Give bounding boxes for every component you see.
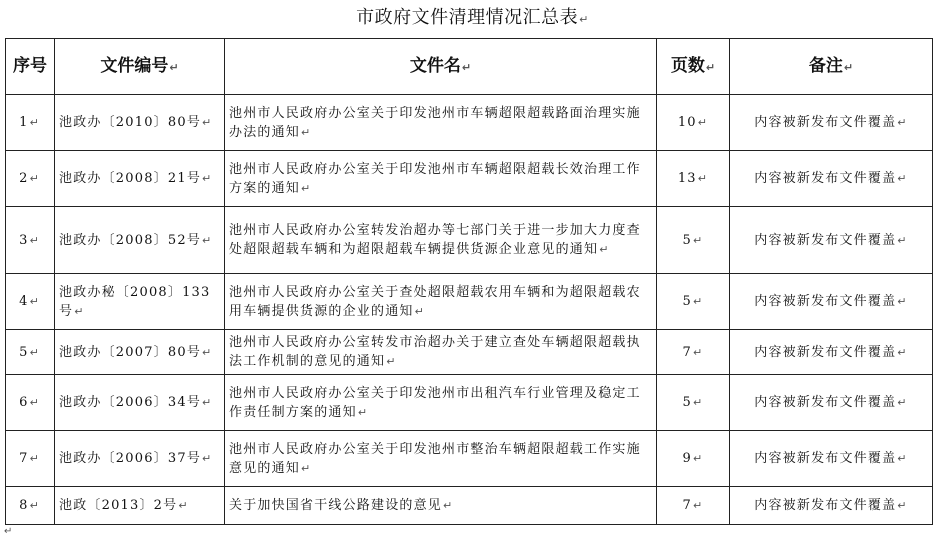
paragraph-mark: ↵	[579, 13, 589, 26]
cell-pages	[657, 487, 730, 525]
cell-pages	[657, 431, 730, 487]
doc-name-text: 池州市人民政府办公室关于印发池州市整治车辆超限超载工作实施意见的通知	[229, 441, 641, 476]
paragraph-mark: ↵	[414, 304, 426, 318]
paragraph-mark: ↵	[178, 499, 189, 512]
paragraph-mark: ↵	[202, 396, 213, 409]
doc-number-text: 池政办〔2008〕52号	[59, 232, 202, 248]
pages-text: 9	[682, 451, 693, 466]
cell-pages	[657, 207, 730, 274]
header-row	[6, 39, 933, 95]
paragraph-mark: ↵	[29, 295, 40, 308]
paragraph-mark: ↵	[897, 452, 908, 465]
cell-pages	[657, 330, 730, 375]
cell-seq	[6, 431, 55, 487]
page-title	[0, 6, 945, 32]
cell-doc-name	[225, 207, 657, 274]
paragraph-mark: ↵	[202, 172, 213, 185]
cell-doc-name	[225, 487, 657, 525]
remarks-text: 内容被新发布文件覆盖	[754, 232, 897, 248]
cell-doc-number	[55, 207, 225, 274]
cell-seq	[6, 207, 55, 274]
pages-text: 5	[682, 395, 693, 410]
doc-number-text: 池政办〔2006〕37号	[59, 451, 202, 466]
seq-text: 7	[19, 451, 29, 466]
doc-number-text: 池政办〔2010〕80号	[59, 115, 202, 130]
seq-text: 8	[19, 498, 29, 513]
paragraph-mark: ↵	[897, 172, 908, 185]
cell-seq	[6, 151, 55, 207]
summary-table	[5, 38, 933, 525]
remarks-text: 内容被新发布文件覆盖	[754, 395, 897, 410]
cell-seq	[6, 487, 55, 525]
header-pages-label: 页数	[670, 55, 705, 76]
cell-doc-name	[225, 95, 657, 151]
cell-remarks	[730, 207, 933, 274]
doc-number-text: 池政办〔2006〕34号	[59, 395, 202, 410]
cell-remarks	[730, 375, 933, 431]
paragraph-mark: ↵	[599, 243, 610, 256]
seq-text: 5	[19, 344, 29, 360]
cell-pages	[657, 151, 730, 207]
pages-text: 10	[677, 115, 697, 130]
paragraph-mark: ↵	[697, 172, 709, 185]
paragraph-mark: ↵	[202, 116, 213, 129]
table-row	[6, 207, 933, 274]
paragraph-mark: ↵	[357, 405, 369, 419]
paragraph-mark: ↵	[29, 116, 40, 129]
table-row	[6, 151, 933, 207]
paragraph-mark: ↵	[301, 461, 312, 475]
cell-remarks	[730, 487, 933, 525]
paragraph-mark: ↵	[843, 60, 854, 74]
paragraph-mark: ↵	[693, 396, 704, 409]
pages-text: 7	[682, 344, 693, 360]
cell-seq	[6, 274, 55, 330]
remarks-text: 内容被新发布文件覆盖	[754, 115, 897, 130]
paragraph-mark: ↵	[301, 181, 312, 195]
seq-text: 3	[19, 232, 29, 248]
paragraph-mark: ↵	[29, 345, 40, 359]
remarks-text: 内容被新发布文件覆盖	[754, 294, 897, 309]
cell-doc-name	[225, 375, 657, 431]
doc-number-text: 池政办〔2008〕21号	[59, 171, 202, 186]
table-row	[6, 95, 933, 151]
paragraph-mark: ↵	[897, 116, 908, 129]
cell-remarks	[730, 151, 933, 207]
cell-doc-number	[55, 274, 225, 330]
paragraph-mark: ↵	[74, 304, 85, 318]
header-doc-number-label: 文件编号	[100, 55, 169, 76]
doc-number-text: 池政〔2013〕2号	[59, 498, 178, 513]
cell-doc-name	[225, 274, 657, 330]
paragraph-mark: ↵	[693, 499, 704, 512]
cell-seq	[6, 375, 55, 431]
paragraph-mark: ↵	[693, 295, 704, 308]
cell-remarks	[730, 274, 933, 330]
pages-text: 5	[682, 232, 693, 248]
doc-name-text: 池州市人民政府办公室转发市治超办关于建立查处车辆超限超载执法工作机制的意见的通知	[229, 335, 641, 369]
paragraph-mark: ↵	[29, 452, 40, 465]
table-row	[6, 487, 933, 525]
header-remarks	[730, 39, 933, 95]
paragraph-mark: ↵	[693, 452, 704, 465]
paragraph-mark: ↵	[386, 355, 397, 368]
pages-text: 13	[677, 171, 697, 186]
cell-doc-number	[55, 487, 225, 525]
cell-pages	[657, 375, 730, 431]
header-pages	[657, 39, 730, 95]
paragraph-mark: ↵	[4, 526, 13, 537]
paragraph-mark: ↵	[29, 233, 40, 247]
doc-name-text: 池州市人民政府办公室关于查处超限超载农用车辆和为超限超载农用车辆提供货源的企业的通知	[229, 284, 641, 319]
cell-remarks	[730, 95, 933, 151]
table-row	[6, 274, 933, 330]
header-doc-name-label: 文件名	[409, 55, 461, 76]
paragraph-mark: ↵	[301, 125, 312, 139]
cell-doc-name	[225, 431, 657, 487]
paragraph-mark: ↵	[202, 233, 213, 247]
doc-name-text: 关于加快国省干线公路建设的意见	[229, 498, 443, 513]
paragraph-mark: ↵	[705, 60, 716, 74]
cell-remarks	[730, 330, 933, 375]
cell-pages	[657, 274, 730, 330]
paragraph-mark: ↵	[897, 233, 908, 247]
table-row	[6, 375, 933, 431]
doc-name-text: 池州市人民政府办公室转发治超办等七部门关于进一步加大力度查处超限超载车辆和为超限超载车辆提供货源企业意见的通知	[229, 223, 641, 257]
cell-doc-number	[55, 95, 225, 151]
paragraph-mark: ↵	[29, 499, 40, 512]
pages-text: 7	[682, 498, 693, 513]
doc-number-text: 池政办秘〔2008〕133号	[59, 284, 211, 319]
table-row	[6, 330, 933, 375]
remarks-text: 内容被新发布文件覆盖	[754, 451, 897, 466]
pages-text: 5	[682, 294, 693, 309]
cell-doc-number	[55, 431, 225, 487]
header-doc-number	[55, 39, 225, 95]
header-remarks-label: 备注	[808, 55, 843, 76]
header-doc-name	[225, 39, 657, 95]
paragraph-mark: ↵	[897, 295, 908, 308]
doc-name-text: 池州市人民政府办公室关于印发池州市车辆超限超载路面治理实施办法的通知	[229, 105, 641, 140]
cell-doc-name	[225, 151, 657, 207]
paragraph-mark: ↵	[897, 499, 908, 512]
paragraph-mark: ↵	[693, 345, 704, 359]
paragraph-mark: ↵	[202, 345, 213, 359]
paragraph-mark: ↵	[29, 172, 40, 185]
title-text: 市政府文件清理情况汇总表	[356, 7, 579, 28]
cell-seq	[6, 95, 55, 151]
doc-name-text: 池州市人民政府办公室关于印发池州市出租汽车行业管理及稳定工作责任制方案的通知	[229, 385, 641, 420]
cell-pages	[657, 95, 730, 151]
header-seq: 序号	[6, 39, 55, 95]
doc-number-text: 池政办〔2007〕80号	[59, 344, 202, 360]
cell-doc-number	[55, 151, 225, 207]
remarks-text: 内容被新发布文件覆盖	[754, 498, 897, 513]
seq-text: 4	[19, 294, 29, 309]
paragraph-mark: ↵	[461, 60, 472, 74]
cell-doc-name	[225, 330, 657, 375]
table-row	[6, 431, 933, 487]
paragraph-mark: ↵	[202, 452, 213, 465]
cell-seq	[6, 330, 55, 375]
paragraph-mark: ↵	[169, 60, 179, 74]
paragraph-mark: ↵	[693, 233, 704, 247]
seq-text: 6	[19, 395, 29, 410]
seq-text: 1	[19, 115, 29, 130]
doc-name-text: 池州市人民政府办公室关于印发池州市车辆超限超载长效治理工作方案的通知	[229, 161, 641, 196]
remarks-text: 内容被新发布文件覆盖	[754, 171, 897, 186]
seq-text: 2	[19, 171, 29, 186]
cell-doc-number	[55, 375, 225, 431]
cell-remarks	[730, 431, 933, 487]
paragraph-mark: ↵	[897, 345, 908, 359]
cell-doc-number	[55, 330, 225, 375]
paragraph-mark: ↵	[897, 396, 908, 409]
paragraph-mark: ↵	[443, 499, 454, 512]
paragraph-mark: ↵	[29, 396, 40, 409]
remarks-text: 内容被新发布文件覆盖	[754, 344, 897, 360]
paragraph-mark: ↵	[697, 116, 709, 129]
